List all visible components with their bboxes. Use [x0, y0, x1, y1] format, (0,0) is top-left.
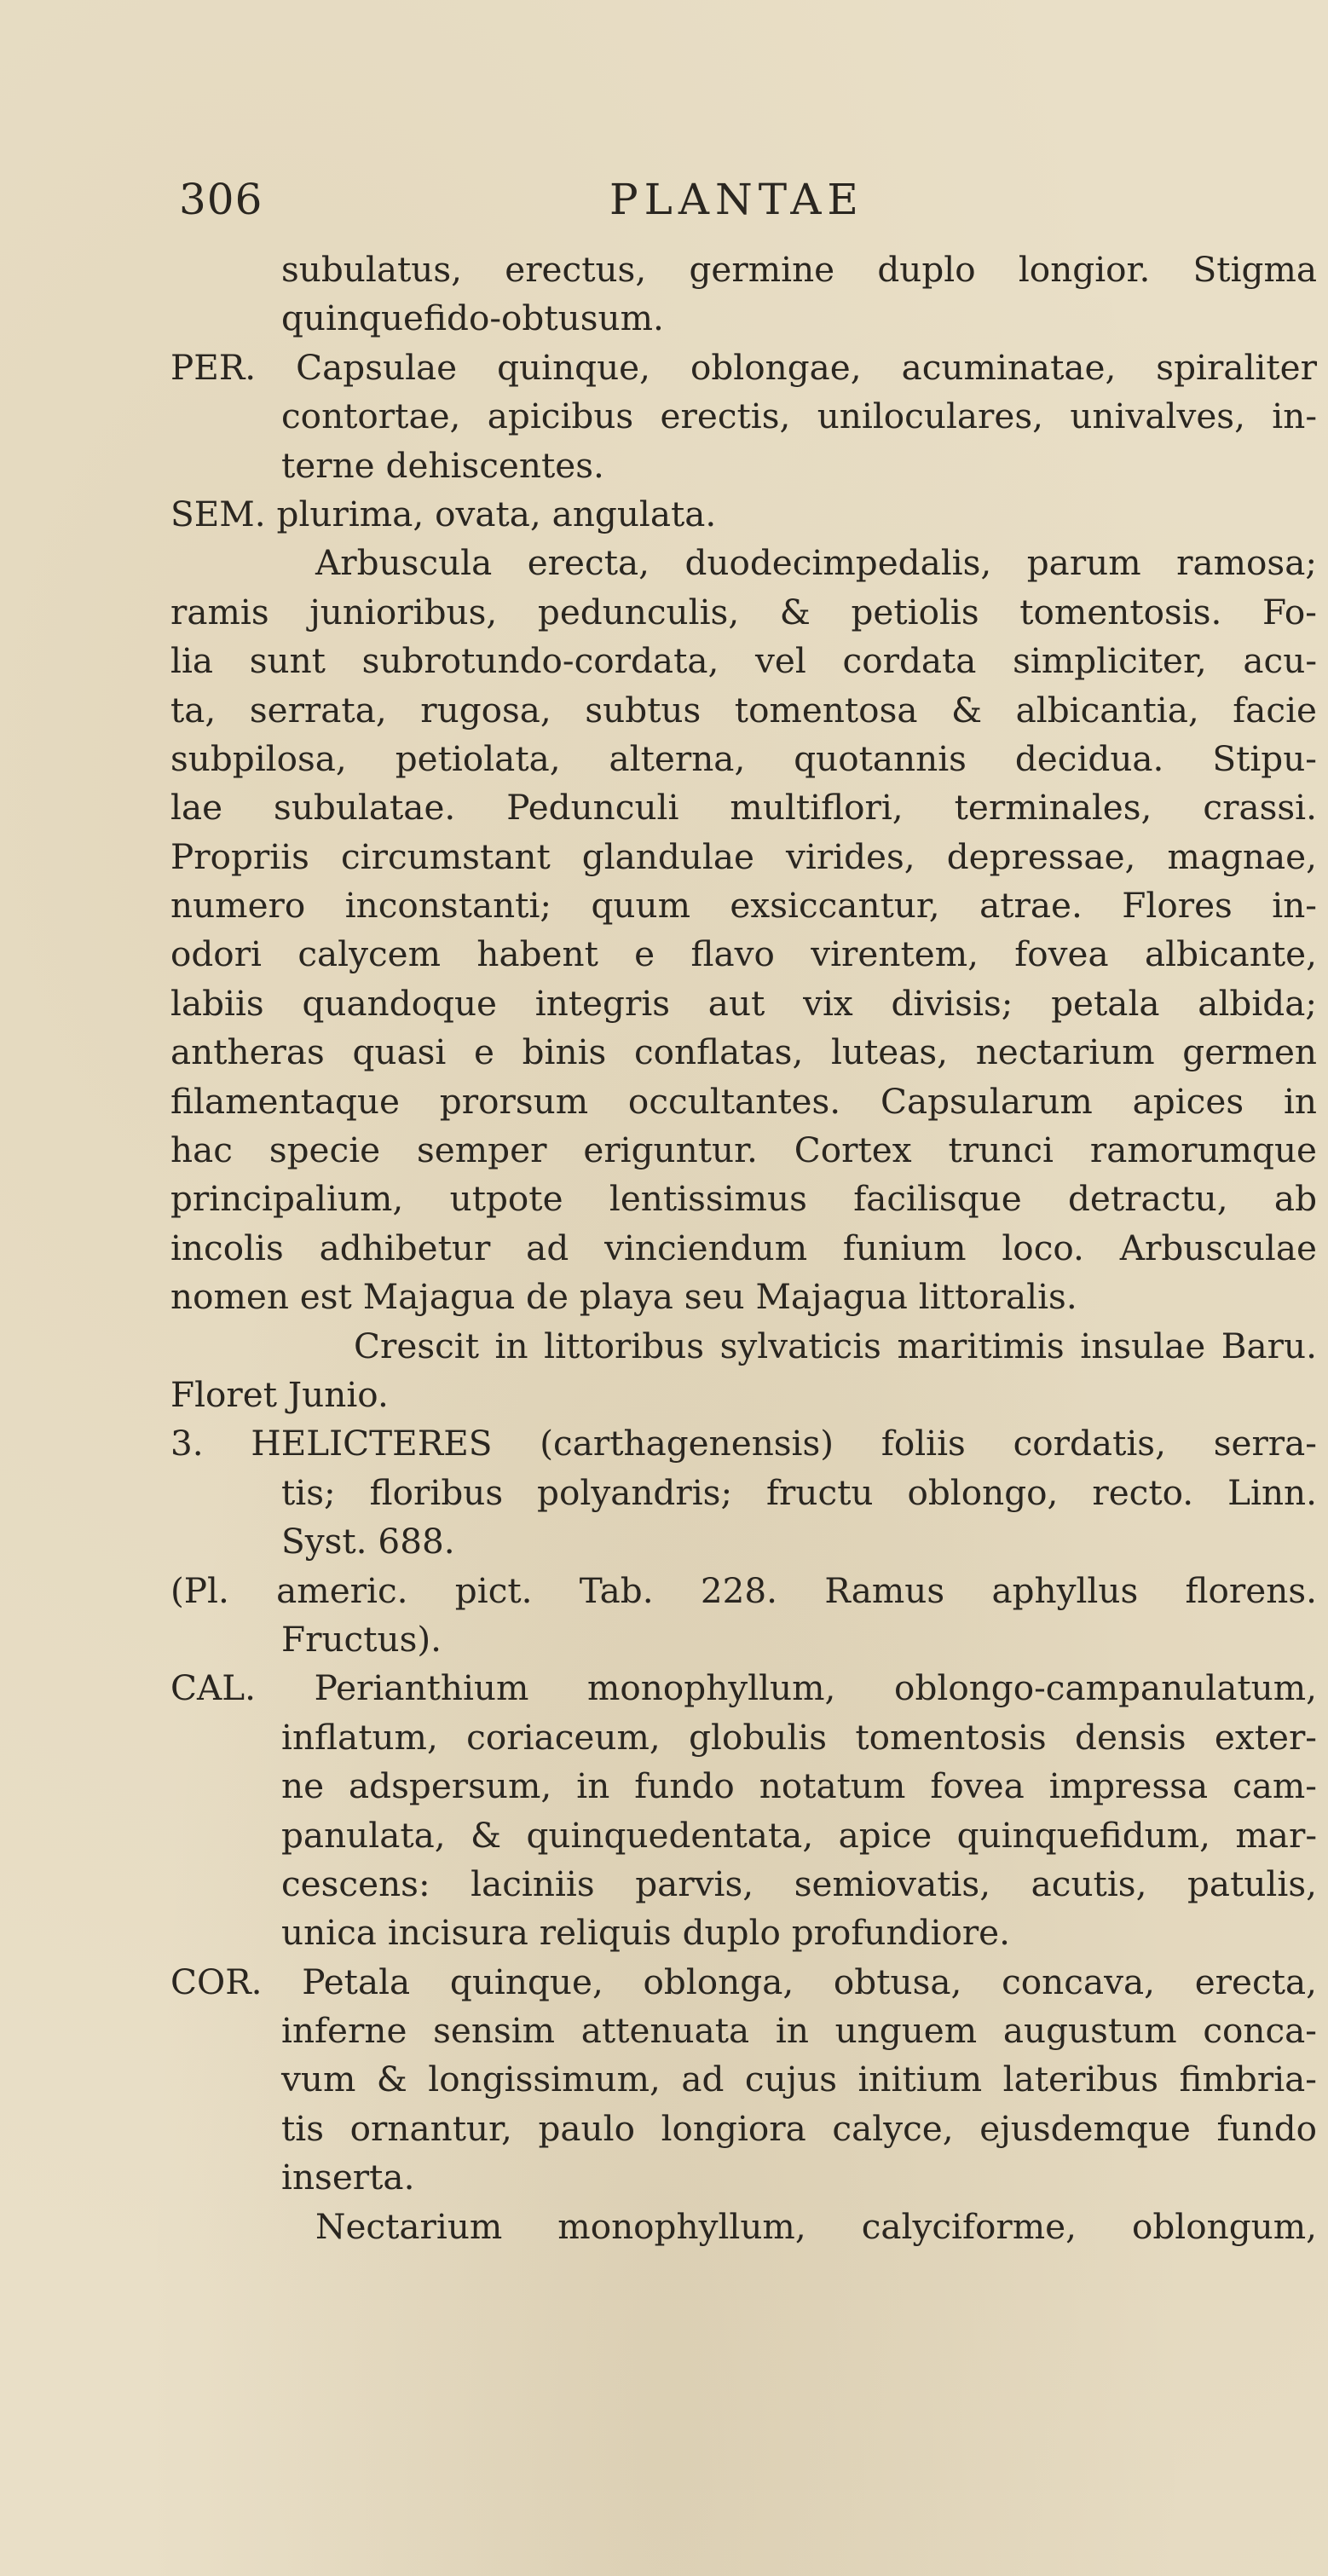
text-line: inserta.: [281, 2157, 415, 2198]
text-line: inflatum, coriaceum, globulis tomentosis densis exter-: [281, 1716, 1317, 1758]
text-line: contortae, apicibus erectis, uniloculares, univalves, in-: [281, 396, 1317, 437]
text-line: lae subulatae. Pedunculi multiflori, terminales, crassi.: [170, 787, 1317, 829]
running-head: PLANTAE: [609, 175, 864, 224]
text-line: subulatus, erectus, germine duplo longior. Stigma: [281, 249, 1317, 290]
text-line: filamentaque prorsum occultantes. Capsularum apices in: [170, 1080, 1317, 1122]
text-line: cescens: laciniis parvis, semiovatis, acutis, patulis,: [281, 1863, 1317, 1904]
text-line: quinquefido-obtusum.: [281, 297, 664, 339]
text-line: 3. HELICTERES (carthagenensis) foliis cordatis, serra-: [170, 1423, 1317, 1464]
text-line: odori calycem habent e flavo virentem, fovea albicante,: [170, 933, 1317, 975]
text-line: CAL. Perianthium monophyllum, oblongo-campanulatum,: [170, 1667, 1317, 1709]
text-line: Propriis circumstant glandulae virides, depressae, magnae,: [170, 835, 1317, 877]
body-text: [170, 245, 1317, 2251]
text-line: Crescit in littoribus sylvaticis maritimis insulae Baru.: [354, 1325, 1317, 1366]
text-line: terne dehiscentes.: [281, 444, 604, 486]
text-line: PER. Capsulae quinque, oblongae, acuminatae, spiraliter: [170, 346, 1317, 388]
text-line: Nectarium monophyllum, calyciforme, oblongum,: [315, 2205, 1317, 2247]
text-line: lia sunt subrotundo-cordata, vel cordata simpliciter, acu-: [170, 640, 1317, 682]
text-line: Fructus).: [281, 1618, 442, 1660]
text-line: (Pl. americ. pict. Tab. 228. Ramus aphyllus florens.: [170, 1569, 1317, 1611]
text-line: ramis junioribus, pedunculis, & petiolis tomentosis. Fo-: [170, 591, 1317, 632]
text-line: COR. Petala quinque, oblonga, obtusa, concava, erecta,: [170, 1961, 1317, 2002]
text-line: vum & longissimum, ad cujus initium lateribus fimbria-: [281, 2059, 1317, 2100]
text-line: incolis adhibetur ad vinciendum funium loco. Arbusculae: [170, 1227, 1317, 1268]
page-header: [179, 175, 1304, 234]
text-line: ne adspersum, in fundo notatum fovea impressa cam-: [281, 1765, 1317, 1807]
text-line: Floret Junio.: [170, 1373, 389, 1415]
text-line: principalium, utpote lentissimus facilisque detractu, ab: [170, 1178, 1317, 1220]
text-line: labiis quandoque integris aut vix divisis; petala albida;: [170, 982, 1317, 1024]
text-line: tis; floribus polyandris; fructu oblongo, recto. Linn.: [281, 1471, 1317, 1513]
text-line: ta, serrata, rugosa, subtus tomentosa & albicantia, facie: [170, 689, 1317, 731]
text-line: hac specie semper eriguntur. Cortex trunci ramorumque: [170, 1129, 1317, 1171]
text-line: SEM. plurima, ovata, angulata.: [170, 493, 717, 534]
text-line: antheras quasi e binis conflatas, luteas, nectarium germen: [170, 1031, 1317, 1073]
text-line: unica incisura reliquis duplo profundiore.: [281, 1912, 1011, 1954]
text-line: inferne sensim attenuata in unguem augustum conca-: [281, 2010, 1317, 2052]
text-line: nomen est Majagua de playa seu Majagua littoralis.: [170, 1276, 1077, 1318]
text-line: Syst. 688.: [281, 1521, 455, 1562]
text-line: subpilosa, petiolata, alterna, quotannis decidua. Stipu-: [170, 737, 1317, 779]
text-line: tis ornantur, paulo longiora calyce, ejusdemque fundo: [281, 2107, 1317, 2149]
text-line: panulata, & quinquedentata, apice quinquefidum, mar-: [281, 1814, 1317, 1856]
text-line: Arbuscula erecta, duodecimpedalis, parum ramosa;: [315, 542, 1317, 584]
text-line: numero inconstanti; quum exsiccantur, atrae. Flores in-: [170, 885, 1317, 927]
page-number: 306: [179, 175, 263, 224]
